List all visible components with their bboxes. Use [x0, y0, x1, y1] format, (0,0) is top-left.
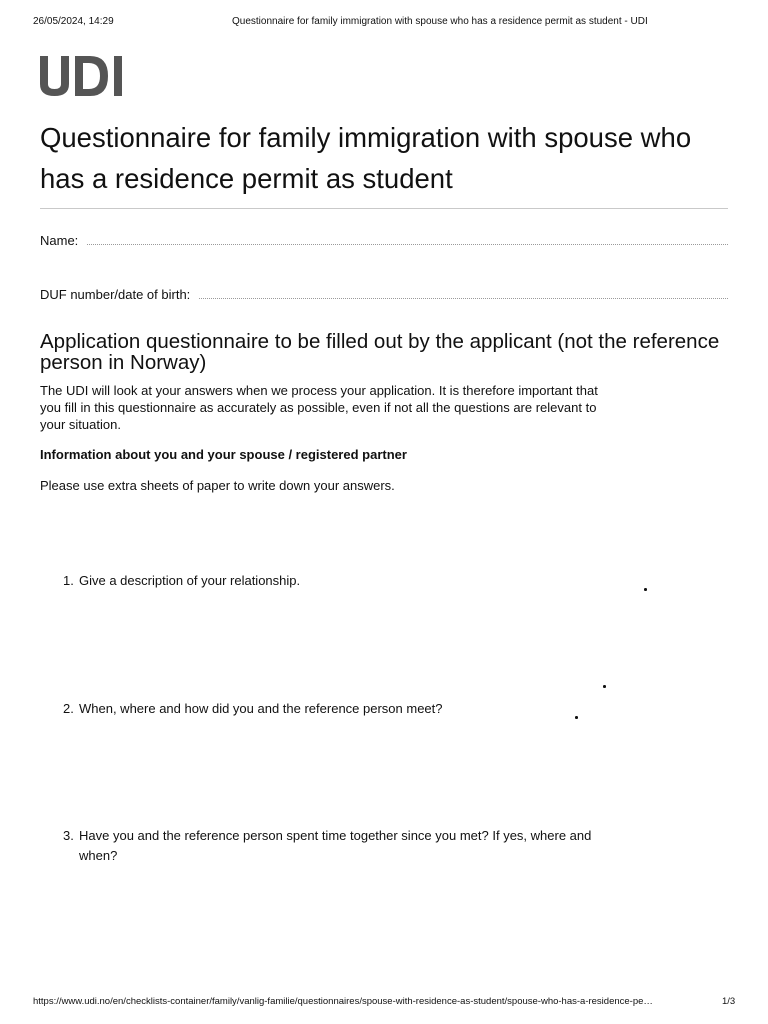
duf-field	[40, 287, 728, 302]
question-number: 1.	[63, 573, 74, 588]
name-fill-line	[87, 243, 728, 245]
stray-dot-mark	[575, 716, 578, 719]
print-page-number: 1/3	[722, 996, 736, 1007]
question-item	[63, 699, 603, 719]
instruction-text: Please use extra sheets of paper to write down your answers.	[40, 478, 395, 493]
print-url: https://www.udi.no/en/checklists-container/family/vanlig-familie/questionnaires/spouse-with-residence-as-student/spouse-who-has-a-residence-pe…	[33, 996, 653, 1007]
duf-fill-line	[199, 297, 728, 299]
question-number: 2.	[63, 701, 74, 716]
name-field	[40, 233, 728, 248]
stray-dot-mark	[644, 588, 647, 591]
print-page-title: Questionnaire for family immigration with spouse who has a residence permit as student - UDI	[232, 16, 648, 27]
name-field-label: Name:	[40, 233, 79, 248]
intro-paragraph: The UDI will look at your answers when we process your application. It is therefore important that you fill in this questionnaire as accurately as possible, even if not all the questions are relevant to your situation.	[40, 383, 598, 432]
question-item	[63, 826, 603, 866]
udi-logo	[40, 56, 122, 96]
page-title: Questionnaire for family immigration with spouse who has a residence permit as student	[40, 122, 692, 194]
title-divider	[40, 208, 728, 209]
print-date-time: 26/05/2024, 14:29	[33, 16, 114, 27]
section-heading: Application questionnaire to be filled out by the applicant (not the reference person in Norway)	[40, 330, 720, 374]
question-item	[63, 571, 603, 591]
subsection-heading: Information about you and your spouse / registered partner	[40, 447, 407, 462]
question-text: Give a description of your relationship.	[79, 573, 301, 588]
duf-field-label: DUF number/date of birth:	[40, 287, 191, 302]
question-number: 3.	[63, 828, 74, 843]
stray-dot-mark	[603, 685, 606, 688]
question-text: Have you and the reference person spent time together since you met? If yes, where and when?	[79, 828, 592, 863]
question-text: When, where and how did you and the reference person meet?	[79, 701, 443, 716]
